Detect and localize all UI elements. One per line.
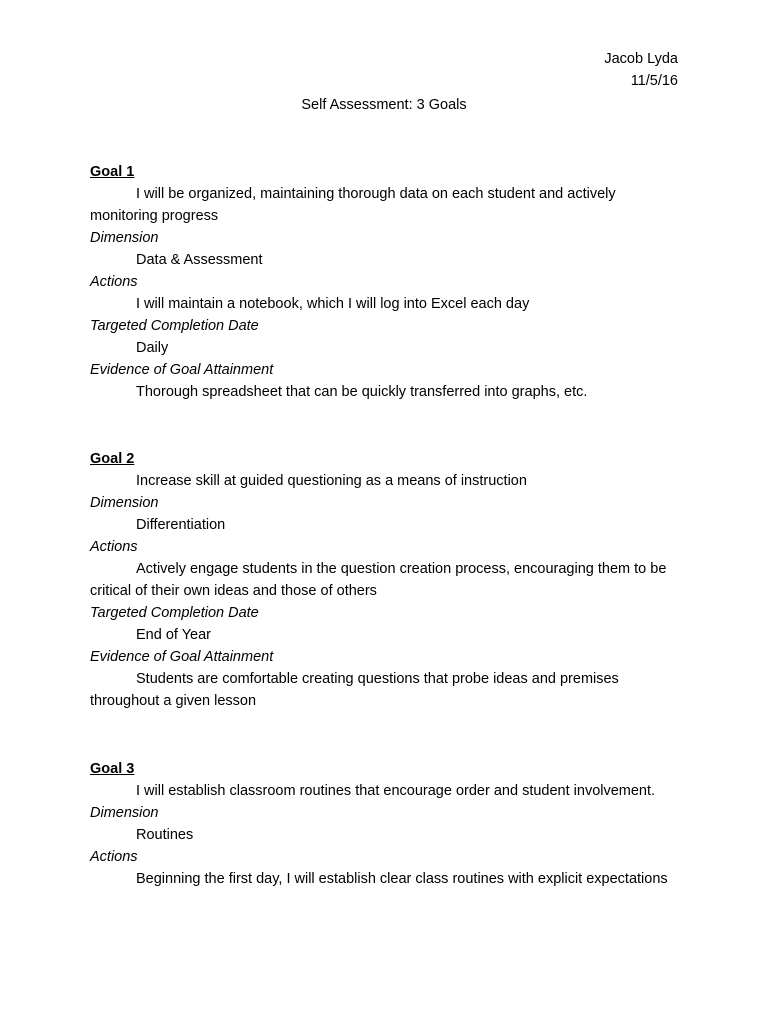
author-name: Jacob Lyda [604,51,678,67]
evidence-value: Students are comfortable creating questions that probe ideas and premises throughout a given lesson [90,671,619,709]
evidence-label: Evidence of Goal Attainment [90,649,274,665]
dimension-value: Data & Assessment [136,252,263,268]
evidence-value: Thorough spreadsheet that can be quickly transferred into graphs, etc. [136,384,588,400]
dimension-value: Routines [136,827,194,843]
evidence-label: Evidence of Goal Attainment [90,362,274,378]
dimension-label: Dimension [90,495,159,511]
document-date: 11/5/16 [630,73,678,89]
dimension-label: Dimension [90,230,159,246]
goal-section-1 [90,161,680,403]
goal-section-2 [90,448,680,712]
completion-date-label: Targeted Completion Date [90,605,259,621]
goal-statement: I will be organized, maintaining thorough data on each student and actively monitoring progress [90,186,616,224]
goal-section-3 [90,758,680,890]
goal-heading: Goal 2 [90,451,135,467]
actions-label: Actions [90,539,138,555]
actions-label: Actions [90,849,138,865]
page-title: Self Assessment: 3 Goals [301,97,467,113]
goal-heading: Goal 3 [90,761,135,777]
goal-statement: I will establish classroom routines that encourage order and student involvement. [136,783,656,799]
completion-date-value: End of Year [136,627,211,643]
completion-date-label: Targeted Completion Date [90,318,259,334]
dimension-value: Differentiation [136,517,226,533]
goal-statement: Increase skill at guided questioning as a means of instruction [136,473,527,489]
dimension-label: Dimension [90,805,159,821]
actions-value: Actively engage students in the question creation process, encouraging them to be critical of their own ideas and those of others [90,561,667,599]
completion-date-value: Daily [136,340,169,356]
goal-heading: Goal 1 [90,164,135,180]
actions-value: Beginning the first day, I will establish clear class routines with explicit expectations [136,871,668,887]
actions-value: I will maintain a notebook, which I will log into Excel each day [136,296,530,312]
actions-label: Actions [90,274,138,290]
